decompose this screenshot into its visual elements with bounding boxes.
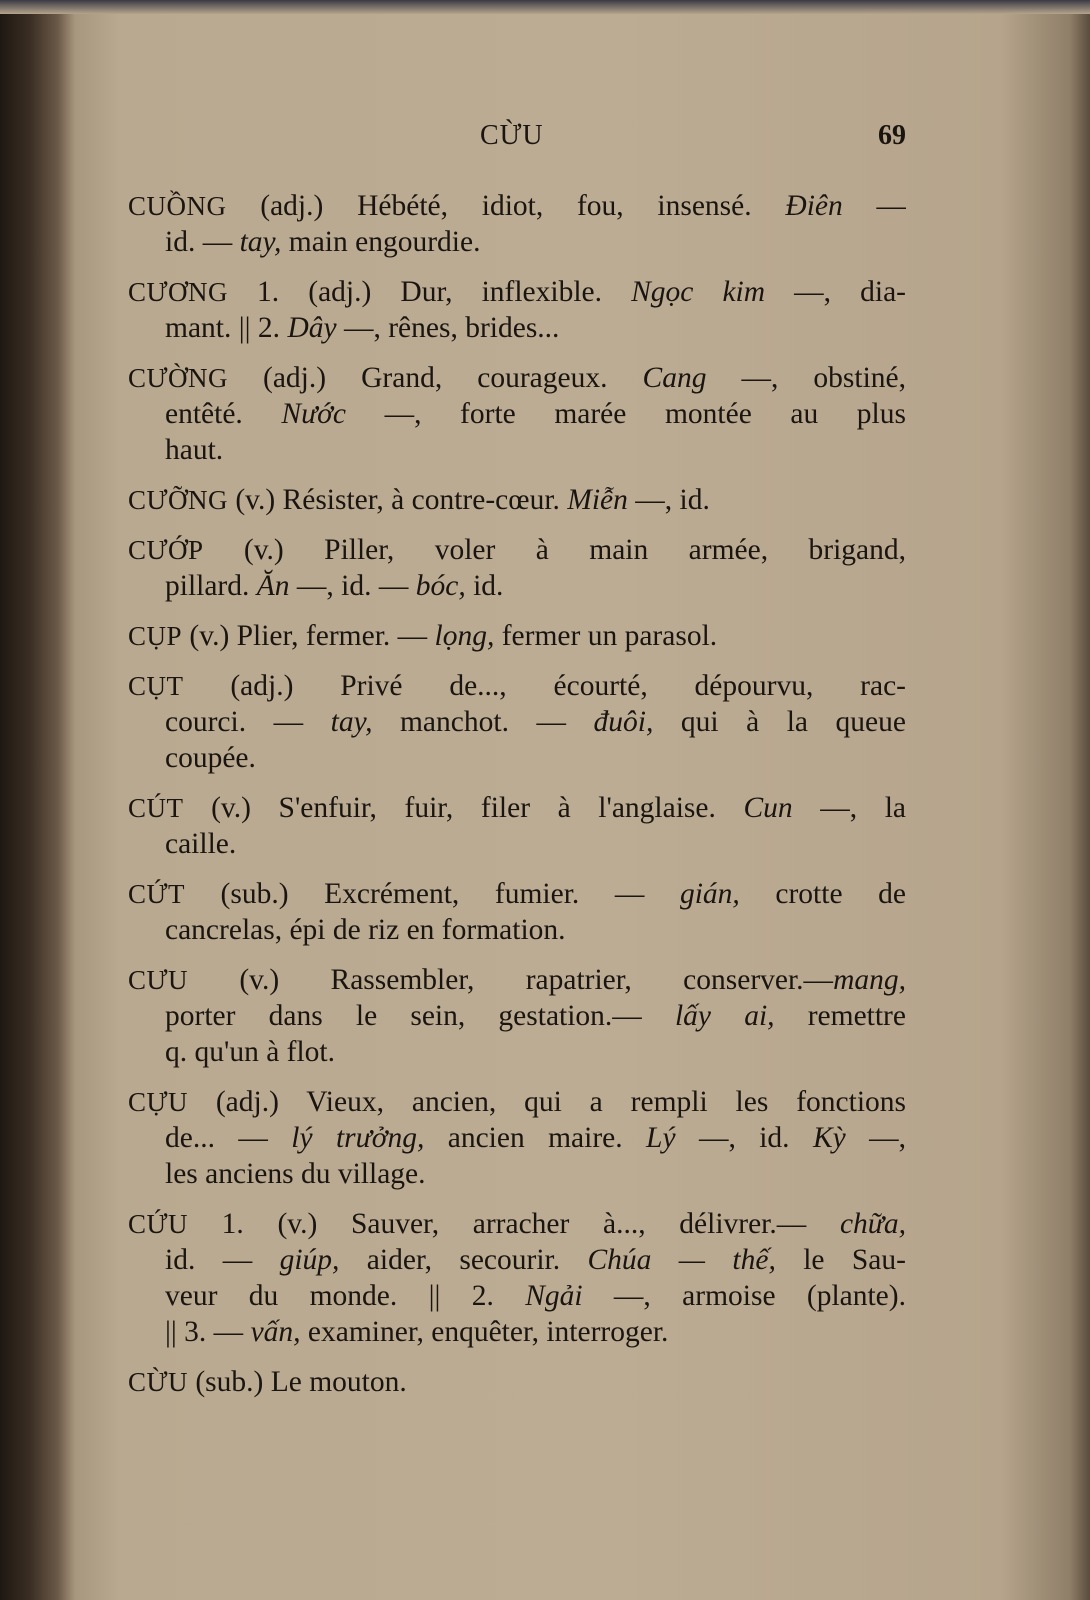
dictionary-entry (128, 618, 906, 654)
definition-text: (adj.) Grand, courageux. (227, 362, 643, 394)
definition-text: mant. || 2. (165, 312, 288, 344)
entry-line (165, 1034, 906, 1070)
vietnamese-phrase: Ngọc kim (631, 276, 766, 308)
dictionary-entry (128, 668, 906, 776)
vietnamese-phrase: lọng, (434, 620, 495, 652)
definition-text: coupée. (165, 742, 256, 774)
running-head: CỪU (480, 120, 544, 151)
definition-text: (sub.) Excrément, fumier. — (184, 878, 680, 910)
definition-text: —, obstiné, (706, 362, 906, 394)
entry-line (128, 188, 906, 224)
entry-line (128, 876, 906, 912)
definition-text: caille. (165, 828, 237, 860)
headword: CỪU (128, 1367, 188, 1397)
entry-line (128, 618, 906, 654)
dictionary-entry (128, 962, 906, 1070)
headword: CƯỠNG (128, 485, 228, 515)
definition-text: fermer un parasol. (494, 620, 718, 652)
vietnamese-phrase: Ngải (525, 1280, 583, 1312)
definition-text: (v.) S'enfuir, fuir, filer à l'anglaise. (183, 792, 744, 824)
vietnamese-phrase: lấy ai, (674, 1000, 775, 1032)
definition-text: de... — (165, 1122, 292, 1154)
entry-line (165, 224, 906, 260)
entry-line (165, 912, 906, 948)
definition-text: les anciens du village. (165, 1158, 426, 1190)
vietnamese-phrase: lý trưởng, (291, 1122, 425, 1154)
entry-line (165, 740, 906, 776)
vietnamese-phrase: tay, (239, 226, 282, 258)
definition-text: courci. — (165, 706, 331, 738)
definition-text: (adj.) Hébété, idiot, fou, insensé. (226, 190, 786, 222)
definition-text: pillard. (165, 570, 257, 602)
vietnamese-phrase: giúp, (279, 1244, 340, 1276)
vietnamese-phrase: Lý (646, 1122, 676, 1154)
entry-line (128, 790, 906, 826)
entry-line (128, 1364, 906, 1400)
definition-text: —, la (792, 792, 906, 824)
definition-text: (v.) Résister, à contre-cœur. (227, 484, 568, 516)
definition-text: manchot. — (372, 706, 594, 738)
vietnamese-phrase: đuôi, (593, 706, 654, 738)
dictionary-entry (128, 1206, 906, 1350)
definition-text: id. — (165, 1244, 280, 1276)
entry-line (165, 1314, 906, 1350)
vietnamese-phrase: Cun (743, 792, 793, 824)
definition-text: q. qu'un à flot. (165, 1036, 335, 1068)
scan-top-edge (0, 0, 1090, 14)
dictionary-entry (128, 188, 906, 260)
definition-text: —, dia- (765, 276, 906, 308)
definition-text: examiner, enquêter, interroger. (300, 1316, 669, 1348)
definition-text: veur du monde. || 2. (165, 1280, 526, 1312)
entry-line (128, 482, 906, 518)
definition-text: haut. (165, 434, 224, 466)
dictionary-entries (128, 188, 906, 1414)
vietnamese-phrase: Miễn (567, 484, 628, 516)
definition-text: — (842, 190, 906, 222)
definition-text: —, forte marée montée au plus (346, 398, 906, 430)
definition-text: —, rênes, brides... (336, 312, 560, 344)
entry-line (165, 432, 906, 468)
dictionary-entry (128, 482, 906, 518)
definition-text: (v.) Piller, voler à main armée, brigand, (203, 534, 906, 566)
vietnamese-phrase: chữa, (839, 1208, 906, 1240)
page-header (128, 120, 906, 160)
definition-text: id. — (165, 226, 240, 258)
headword: CỤP (128, 621, 183, 651)
headword: CÚT (128, 793, 184, 823)
dictionary-entry (128, 1084, 906, 1192)
headword: CỤT (128, 671, 184, 701)
definition-text: || 3. — (165, 1316, 251, 1348)
vietnamese-phrase: Điên (785, 190, 843, 222)
definition-text: (sub.) Le mouton. (187, 1366, 407, 1398)
entry-line (128, 962, 906, 998)
vietnamese-phrase: Cang (642, 362, 707, 394)
headword: CỨT (128, 879, 185, 909)
dictionary-entry (128, 790, 906, 862)
vietnamese-phrase: Kỳ (812, 1122, 846, 1154)
headword: CUỒNG (128, 191, 227, 221)
definition-text: 1. (v.) Sauver, arracher à..., délivrer.— (187, 1208, 840, 1240)
entry-line (165, 310, 906, 346)
entry-line (165, 998, 906, 1034)
vietnamese-phrase: tay, (330, 706, 373, 738)
definition-text: qui à la queue (653, 706, 906, 738)
dictionary-entry (128, 1364, 906, 1400)
entry-line (165, 704, 906, 740)
vietnamese-phrase: Chúa — thế, (587, 1244, 776, 1276)
headword: CỰU (128, 1087, 188, 1117)
entry-line (165, 1120, 906, 1156)
entry-line (128, 1206, 906, 1242)
entry-line (165, 1242, 906, 1278)
vietnamese-phrase: mang, (833, 964, 906, 996)
page-number: 69 (878, 120, 906, 151)
entry-line (165, 1278, 906, 1314)
definition-text: 1. (adj.) Dur, inflexible. (227, 276, 632, 308)
definition-text: —, armoise (plante). (582, 1280, 906, 1312)
definition-text: —, id. — (289, 570, 416, 602)
entry-line (128, 532, 906, 568)
definition-text: cancrelas, épi de riz en formation. (165, 914, 566, 946)
definition-text: porter dans le sein, gestation.— (165, 1000, 675, 1032)
dictionary-entry (128, 360, 906, 468)
entry-line (128, 360, 906, 396)
entry-line (128, 668, 906, 704)
entry-line (165, 396, 906, 432)
entry-line (128, 274, 906, 310)
headword: CƯƠNG (128, 277, 228, 307)
entry-line (165, 826, 906, 862)
entry-line (165, 568, 906, 604)
headword: CƯỚP (128, 535, 204, 565)
dictionary-entry (128, 876, 906, 948)
definition-text: (adj.) Privé de..., écourté, dépourvu, rac- (183, 670, 906, 702)
definition-text: crotte de (739, 878, 906, 910)
definition-text: (adj.) Vieux, ancien, qui a rempli les fonctions (187, 1086, 906, 1118)
vietnamese-phrase: Dây (287, 312, 337, 344)
headword: CỨU (128, 1209, 188, 1239)
definition-text: —, (845, 1122, 906, 1154)
vietnamese-phrase: gián, (679, 878, 740, 910)
dictionary-entry (128, 274, 906, 346)
definition-text: (v.) Plier, fermer. — (182, 620, 435, 652)
definition-text: le Sau- (775, 1244, 906, 1276)
headword: CƯU (128, 965, 188, 995)
entry-line (165, 1156, 906, 1192)
definition-text: aider, secourir. (339, 1244, 588, 1276)
vietnamese-phrase: bóc, (415, 570, 466, 602)
definition-text: —, id. (675, 1122, 813, 1154)
definition-text: entêté. (165, 398, 282, 430)
vietnamese-phrase: Nước (281, 398, 346, 430)
entry-line (128, 1084, 906, 1120)
vietnamese-phrase: vấn, (250, 1316, 301, 1348)
dictionary-entry (128, 532, 906, 604)
definition-text: ancien maire. (424, 1122, 647, 1154)
definition-text: —, id. (627, 484, 710, 516)
definition-text: remettre (774, 1000, 906, 1032)
vietnamese-phrase: Ăn (256, 570, 290, 602)
definition-text: id. (465, 570, 504, 602)
definition-text: (v.) Rassembler, rapatrier, conserver.— (187, 964, 834, 996)
definition-text: main engourdie. (281, 226, 481, 258)
headword: CƯỜNG (128, 363, 228, 393)
